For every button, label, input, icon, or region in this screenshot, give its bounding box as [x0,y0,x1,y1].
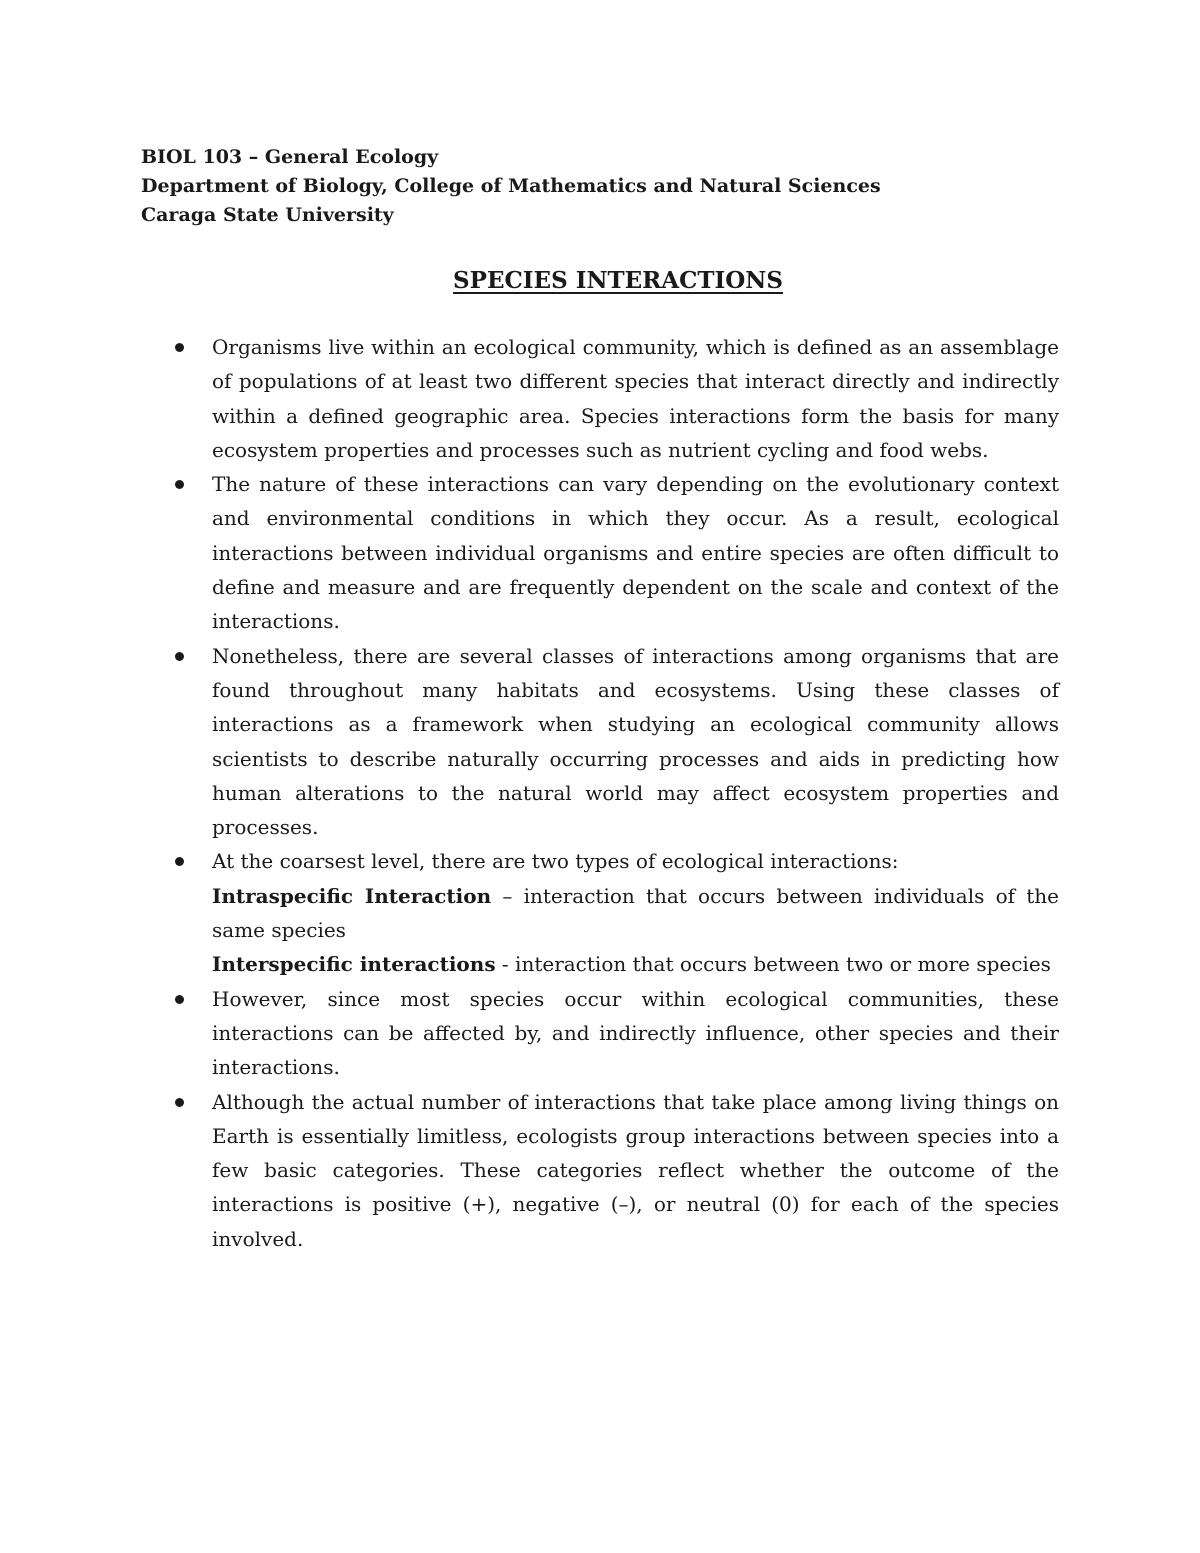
intraspecific-def-line1: – interaction that occurs between individuals of the [491,883,1059,908]
bullet-dot-icon [175,995,184,1004]
interspecific-definition [212,947,1059,981]
bullet-item [212,467,1059,638]
bullet-dot-icon [175,652,184,661]
bullet-dot-icon [175,857,184,866]
interspecific-def: - interaction that occurs between two or more species [495,952,1051,977]
bullet-item [212,1085,1059,1256]
bullet-text: Nonetheless, there are several classes of interactions among organisms that are found throughout many habitats and ecosystems. Using these classes of interactions as a framework when studying an ecological community allows scientists to describe naturally occurring processes and aids in predicting how human alterations to the natural world may affect ecosystem properties and processes. [212,643,1059,840]
intraspecific-term: Intraspecific Interaction [212,883,492,908]
bullet-item-interaction-types [212,844,1059,981]
intraspecific-def-line2: same species [212,918,346,943]
department-name: Department of Biology, College of Mathematics and Natural Sciences [141,175,881,197]
intraspecific-definition [212,879,1059,913]
interaction-types-intro: At the coarsest level, there are two types of ecological interactions: [212,849,899,874]
course-title: BIOL 103 – General Ecology [141,146,439,168]
bullet-item [212,330,1059,467]
interspecific-term: Interspecific interactions [212,952,496,977]
bullet-text: Organisms live within an ecological community, which is defined as an assemblage of populations of at least two different species that interact directly and indirectly within a defined geographic area. Species interactions form the basis for many ecosystem properties and processes such as nutrient cycling and food webs. [212,335,1059,462]
bullet-text: However, since most species occur within ecological communities, these interactions can be affected by, and indirectly influence, other species and their interactions. [212,986,1059,1080]
document-title: SPECIES INTERACTIONS [453,267,783,294]
bullet-dot-icon [175,480,184,489]
bullet-dot-icon [175,343,184,352]
document-header [141,143,1041,230]
bullet-text: Although the actual number of interactions that take place among living things on Earth is essentially limitless, ecologists group interactions between species into a few basic categories. These categories reflect whether the outcome of the interactions is positive (+), negative (–), or neutral (0) for each of the species involved. [212,1089,1059,1251]
bullet-text: The nature of these interactions can vary depending on the evolutionary context and environmental conditions in which they occur. As a result, ecological interactions between individual organisms and entire species are often difficult to define and measure and are frequently dependent on the scale and context of the interactions. [212,472,1059,634]
bullet-item [212,982,1059,1085]
bullet-list [212,330,1059,1256]
bullet-dot-icon [175,1098,184,1107]
university-name: Caraga State University [141,204,394,226]
bullet-item [212,639,1059,845]
